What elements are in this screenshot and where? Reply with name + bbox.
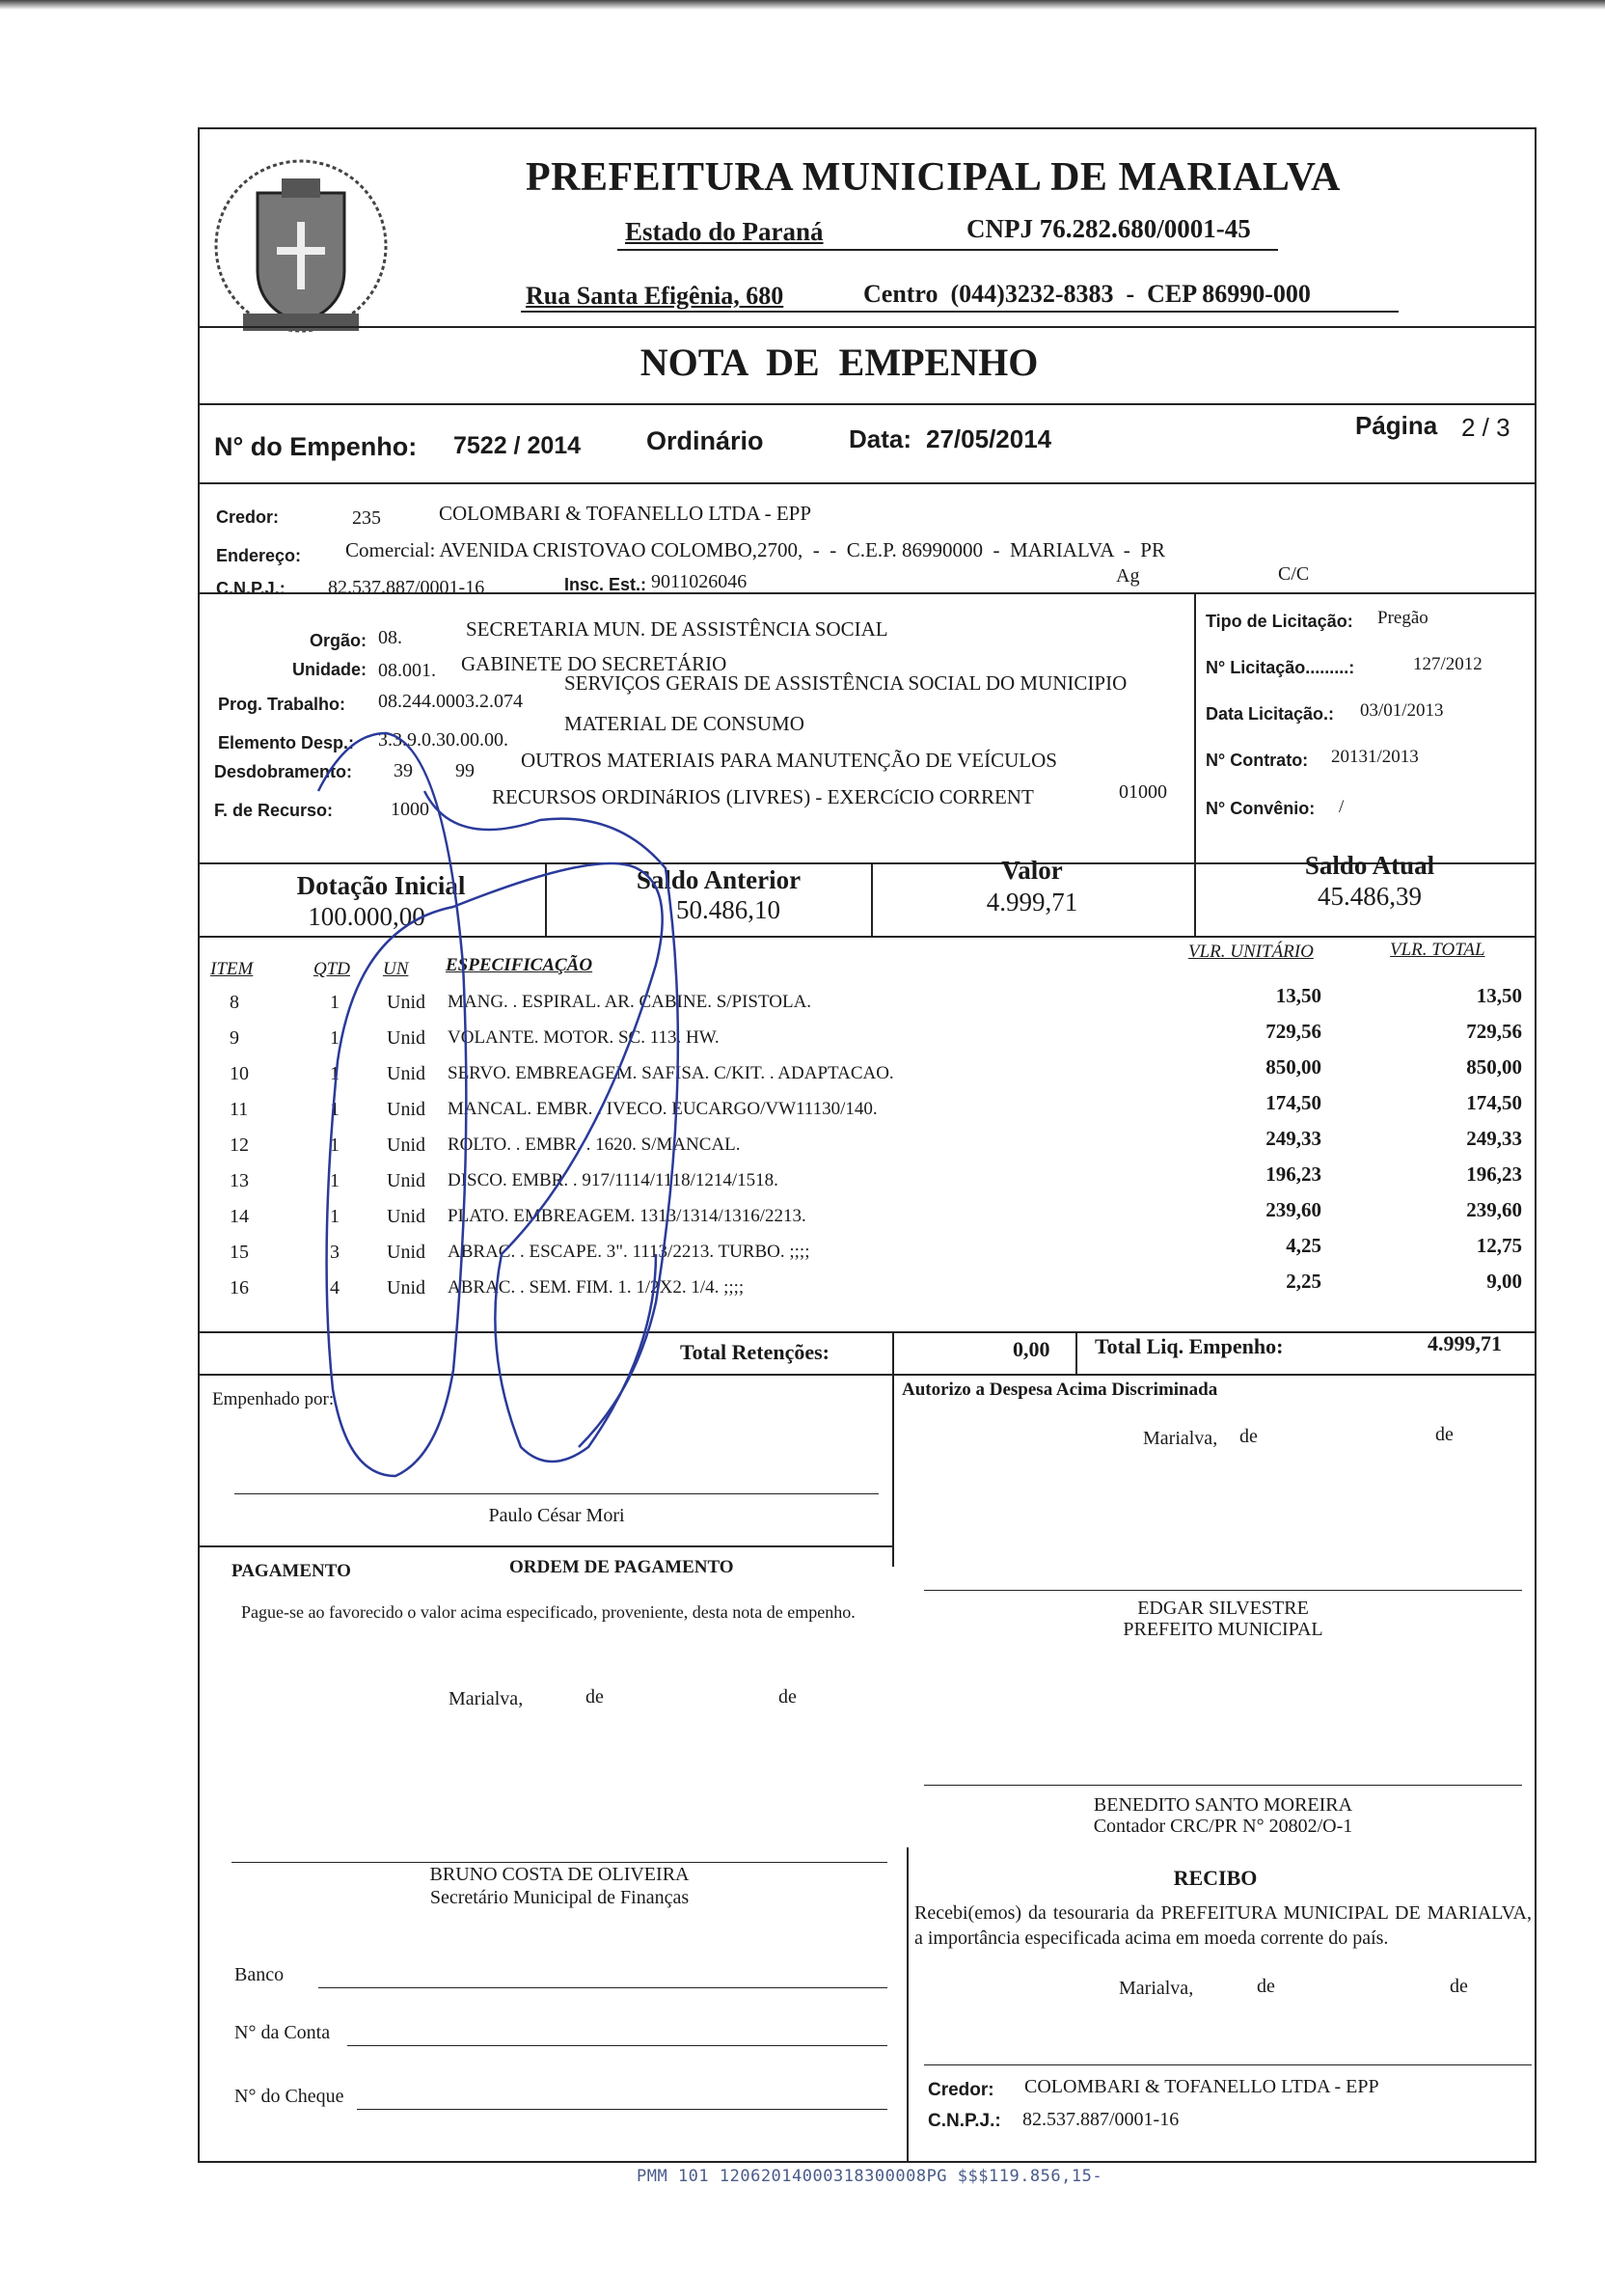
recibo-de1: de <box>1257 1976 1275 1997</box>
licitacao-data-label: Data Licitação.: <box>1206 704 1335 724</box>
item-qty: 1 <box>330 1099 340 1120</box>
dotacao-label: Dotação Inicial <box>296 871 466 900</box>
recibo-credor-name: COLOMBARI & TOFANELLO LTDA - EPP <box>1024 2076 1379 2097</box>
item-qty: 1 <box>330 1063 340 1084</box>
recurso-name: RECURSOS ORDINáRIOS (LIVRES) - EXERCíCIO CORRENT <box>492 785 1034 808</box>
item-unit-value: 249,33 <box>1265 1127 1321 1150</box>
recurso-label: F. de Recurso: <box>214 801 334 820</box>
recibo-text: Recebi(emos) da tesouraria da PREFEITURA MUNICIPAL DE MARIALVA, a importância especificada acima em moeda corrente do país. <box>914 1902 1532 1949</box>
item-number: 9 <box>230 1027 239 1049</box>
item-total-value: 9,00 <box>1486 1270 1522 1293</box>
item-qty: 1 <box>330 1206 340 1227</box>
item-unit-type: Unid <box>387 1063 425 1084</box>
item-qty: 1 <box>330 1027 340 1049</box>
retencoes-label: Total Retenções: <box>680 1340 830 1364</box>
recurso-code: 1000 <box>391 799 429 820</box>
desdobr-code2: 99 <box>455 760 475 781</box>
valor-label: Valor <box>1001 856 1063 885</box>
secretario-name: BRUNO COSTA DE OLIVEIRA <box>429 1864 690 1885</box>
item-desc: ABRAC. . SEM. FIM. 1. 1/2X2. 1/4. ;;;; <box>448 1277 745 1298</box>
tipo-label: Tipo de Licitação: <box>1206 612 1353 631</box>
secretario-title: Secretário Municipal de Finanças <box>429 1887 690 1908</box>
header-cnpj: CNPJ 76.282.680/0001-45 <box>966 214 1251 243</box>
item-qty: 3 <box>330 1242 340 1263</box>
cheque-label: N° do Cheque <box>234 2086 344 2107</box>
item-number: 13 <box>230 1170 249 1191</box>
ordem-label: ORDEM DE PAGAMENTO <box>509 1557 734 1577</box>
item-number: 10 <box>230 1063 249 1084</box>
empenhado-label: Empenhado por: <box>212 1389 335 1409</box>
pague-place: Marialva, <box>449 1688 524 1709</box>
header-street: Rua Santa Efigênia, 680 <box>526 282 784 310</box>
conta-label: N° da Conta <box>234 2022 331 2043</box>
item-total-value: 729,56 <box>1466 1020 1522 1043</box>
unidade-label: Unidade: <box>291 660 367 679</box>
item-unit-value: 239,60 <box>1265 1198 1321 1221</box>
autorizo-text: Autorizo a Despesa Acima Discriminada <box>902 1380 1218 1400</box>
item-unit-value: 729,56 <box>1265 1020 1321 1043</box>
item-unit-type: Unid <box>387 1134 425 1156</box>
item-desc: VOLANTE. MOTOR. SC. 113. HW. <box>448 1027 720 1048</box>
item-desc: ABRAC. . ESCAPE. 3". 1113/2213. TURBO. ;;;; <box>448 1242 810 1262</box>
recibo-cnpj-label: C.N.P.J.: <box>928 2111 1001 2131</box>
col-espec: ESPECIFICAÇÃO <box>446 955 593 975</box>
recibo-title: RECIBO <box>1173 1866 1258 1890</box>
item-desc: ROLTO. . EMBR. . 1620. S/MANCAL. <box>448 1134 741 1155</box>
convenio-label: N° Convênio: <box>1206 799 1316 818</box>
item-unit-type: Unid <box>387 1277 425 1298</box>
autorizo-de2: de <box>1435 1424 1454 1445</box>
mechanical-stamp: PMM 101 12062014000318300008PG $$$119.856,15- <box>637 2167 1103 2186</box>
prog-name: SERVIÇOS GERAIS DE ASSISTÊNCIA SOCIAL DO MUNICIPIO <box>564 671 1128 695</box>
item-unit-value: 13,50 <box>1275 984 1321 1007</box>
item-desc: SERVO. EMBREAGEM. SAFISA. C/KIT. . ADAPTACAO. <box>448 1063 894 1083</box>
doc-title: NOTA DE EMPENHO <box>639 341 1039 384</box>
saldo-anterior: 50.486,10 <box>676 895 780 924</box>
pague-de1: de <box>585 1686 604 1708</box>
col-qtd: QTD <box>313 959 351 979</box>
credor-code: 235 <box>352 507 381 529</box>
empenho-number-label: N° do Empenho: <box>214 432 418 461</box>
item-unit-type: Unid <box>387 1027 425 1049</box>
item-qty: 1 <box>330 992 340 1013</box>
item-number: 15 <box>230 1242 249 1263</box>
cnpj-label: C.N.P.J.: <box>216 579 286 598</box>
header-district: Centro (044)3232-8383 - CEP 86990-000 <box>863 280 1311 308</box>
address: Comercial: AVENIDA CRISTOVAO COLOMBO,2700, - - C.E.P. 86990000 - MARIALVA - PR <box>345 538 1165 561</box>
item-number: 14 <box>230 1206 249 1227</box>
item-unit-type: Unid <box>387 1206 425 1227</box>
col-unit: VLR. UNITÁRIO <box>1188 942 1314 962</box>
pagamento-label: PAGAMENTO <box>231 1561 351 1581</box>
cc-label: C/C <box>1278 563 1310 585</box>
item-unit-value: 850,00 <box>1265 1055 1321 1079</box>
recibo-credor-label: Credor: <box>928 2080 994 2100</box>
item-unit-type: Unid <box>387 1170 425 1191</box>
header-title: PREFEITURA MUNICIPAL DE MARIALVA <box>526 155 1341 200</box>
liq-value: 4.999,71 <box>1428 1331 1502 1355</box>
recibo-cnpj: 82.537.887/0001-16 <box>1022 2109 1180 2130</box>
item-total-value: 196,23 <box>1466 1162 1522 1186</box>
unidade-name: GABINETE DO SECRETÁRIO <box>461 652 727 675</box>
item-number: 12 <box>230 1134 249 1156</box>
item-total-value: 239,60 <box>1466 1198 1522 1221</box>
elemento-name: MATERIAL DE CONSUMO <box>564 712 804 735</box>
item-qty: 1 <box>330 1134 340 1156</box>
orgao-name: SECRETARIA MUN. DE ASSISTÊNCIA SOCIAL <box>466 617 888 641</box>
elemento-label: Elemento Desp.: <box>218 733 355 752</box>
empenho-date: 27/05/2014 <box>926 424 1052 453</box>
item-unit-type: Unid <box>387 1099 425 1120</box>
autorizo-de1: de <box>1239 1426 1258 1447</box>
header-state: Estado do Paraná <box>625 217 824 246</box>
pague-de2: de <box>778 1686 797 1708</box>
contrato: 20131/2013 <box>1331 747 1419 767</box>
item-total-value: 850,00 <box>1466 1055 1522 1079</box>
recurso-extra: 01000 <box>1119 781 1167 803</box>
desdobr-label: Desdobramento: <box>214 762 353 781</box>
recibo-place: Marialva, <box>1119 1978 1194 1999</box>
address-label: Endereço: <box>216 546 302 565</box>
insc-label: Insc. Est.: <box>564 575 647 594</box>
item-unit-type: Unid <box>387 1242 425 1263</box>
item-desc: PLATO. EMBREAGEM. 1313/1314/1316/2213. <box>448 1206 806 1226</box>
liq-label: Total Liq. Empenho: <box>1095 1334 1284 1358</box>
item-number: 11 <box>230 1099 249 1120</box>
item-unit-value: 196,23 <box>1265 1162 1321 1186</box>
orgao-code: 08. <box>378 627 402 648</box>
orgao-label: Orgão: <box>309 631 367 650</box>
empenho-type: Ordinário <box>646 426 764 455</box>
item-desc: DISCO. EMBR. . 917/1114/1118/1214/1518. <box>448 1170 778 1190</box>
desdobr-code1: 39 <box>394 760 413 781</box>
prefeito-name: EDGAR SILVESTRE <box>1137 1598 1309 1619</box>
elemento-code: 3.3.9.0.30.00.00. <box>378 729 508 751</box>
licitacao-data: 03/01/2013 <box>1360 700 1444 721</box>
desdobr-name: OUTROS MATERIAIS PARA MANUTENÇÃO DE VEÍCULOS <box>521 749 1057 772</box>
item-total-value: 174,50 <box>1466 1091 1522 1114</box>
item-qty: 4 <box>330 1277 340 1298</box>
unidade-code: 08.001. <box>378 660 436 681</box>
licitacao-num: 127/2012 <box>1413 654 1483 674</box>
item-total-value: 13,50 <box>1476 984 1522 1007</box>
item-number: 16 <box>230 1277 249 1298</box>
empenho-date-label: Data: <box>849 424 912 453</box>
contador-name: BENEDITO SANTO MOREIRA <box>1093 1794 1353 1816</box>
col-item: ITEM <box>210 959 254 979</box>
tipo: Pregão <box>1377 608 1428 628</box>
insc: 9011026046 <box>651 571 748 592</box>
item-unit-value: 174,50 <box>1265 1091 1321 1114</box>
valor: 4.999,71 <box>986 888 1078 916</box>
convenio: / <box>1339 797 1345 817</box>
item-number: 8 <box>230 992 239 1013</box>
credor-name: COLOMBARI & TOFANELLO LTDA - EPP <box>439 502 812 525</box>
contrato-label: N° Contrato: <box>1206 751 1309 770</box>
recibo-de2: de <box>1450 1976 1468 1997</box>
item-desc: MANG. . ESPIRAL. AR. CABINE. S/PISTOLA. <box>448 992 812 1012</box>
empenhado-name: Paulo César Mori <box>488 1505 625 1526</box>
saldo-atual-label: Saldo Atual <box>1304 851 1435 880</box>
col-total: VLR. TOTAL <box>1390 940 1485 960</box>
page-number: 2 / 3 <box>1461 413 1510 442</box>
page-label: Página <box>1355 411 1438 440</box>
pague-text: Pague-se ao favorecido o valor acima especificado, proveniente, desta nota de empenho. <box>241 1602 856 1622</box>
ag-label: Ag <box>1116 565 1140 587</box>
credor-label: Credor: <box>216 507 280 527</box>
licitacao-num-label: N° Licitação.........: <box>1206 658 1355 677</box>
item-unit-type: Unid <box>387 992 425 1013</box>
saldo-anterior-label: Saldo Anterior <box>636 865 802 894</box>
item-unit-value: 2,25 <box>1286 1270 1321 1293</box>
item-total-value: 12,75 <box>1476 1234 1522 1257</box>
retencoes-value: 0,00 <box>1013 1337 1050 1361</box>
item-unit-value: 4,25 <box>1286 1234 1321 1257</box>
prefeito-title: PREFEITO MUNICIPAL <box>1123 1619 1323 1640</box>
banco-label: Banco <box>234 1964 285 1985</box>
item-qty: 1 <box>330 1170 340 1191</box>
prog-label: Prog. Trabalho: <box>218 695 346 714</box>
autorizo-place: Marialva, <box>1143 1428 1218 1449</box>
contador-title: Contador CRC/PR N° 20802/O-1 <box>1093 1816 1353 1837</box>
col-un: UN <box>383 959 409 979</box>
dotacao: 100.000,00 <box>308 902 425 931</box>
saldo-atual: 45.486,39 <box>1318 882 1422 911</box>
item-total-value: 249,33 <box>1466 1127 1522 1150</box>
item-desc: MANCAL. EMBR. . IVECO. EUCARGO/VW11130/140. <box>448 1099 878 1119</box>
cnpj: 82.537.887/0001-16 <box>328 577 485 598</box>
empenho-number: 7522 / 2014 <box>453 432 582 459</box>
prog-code: 08.244.0003.2.074 <box>378 691 523 712</box>
